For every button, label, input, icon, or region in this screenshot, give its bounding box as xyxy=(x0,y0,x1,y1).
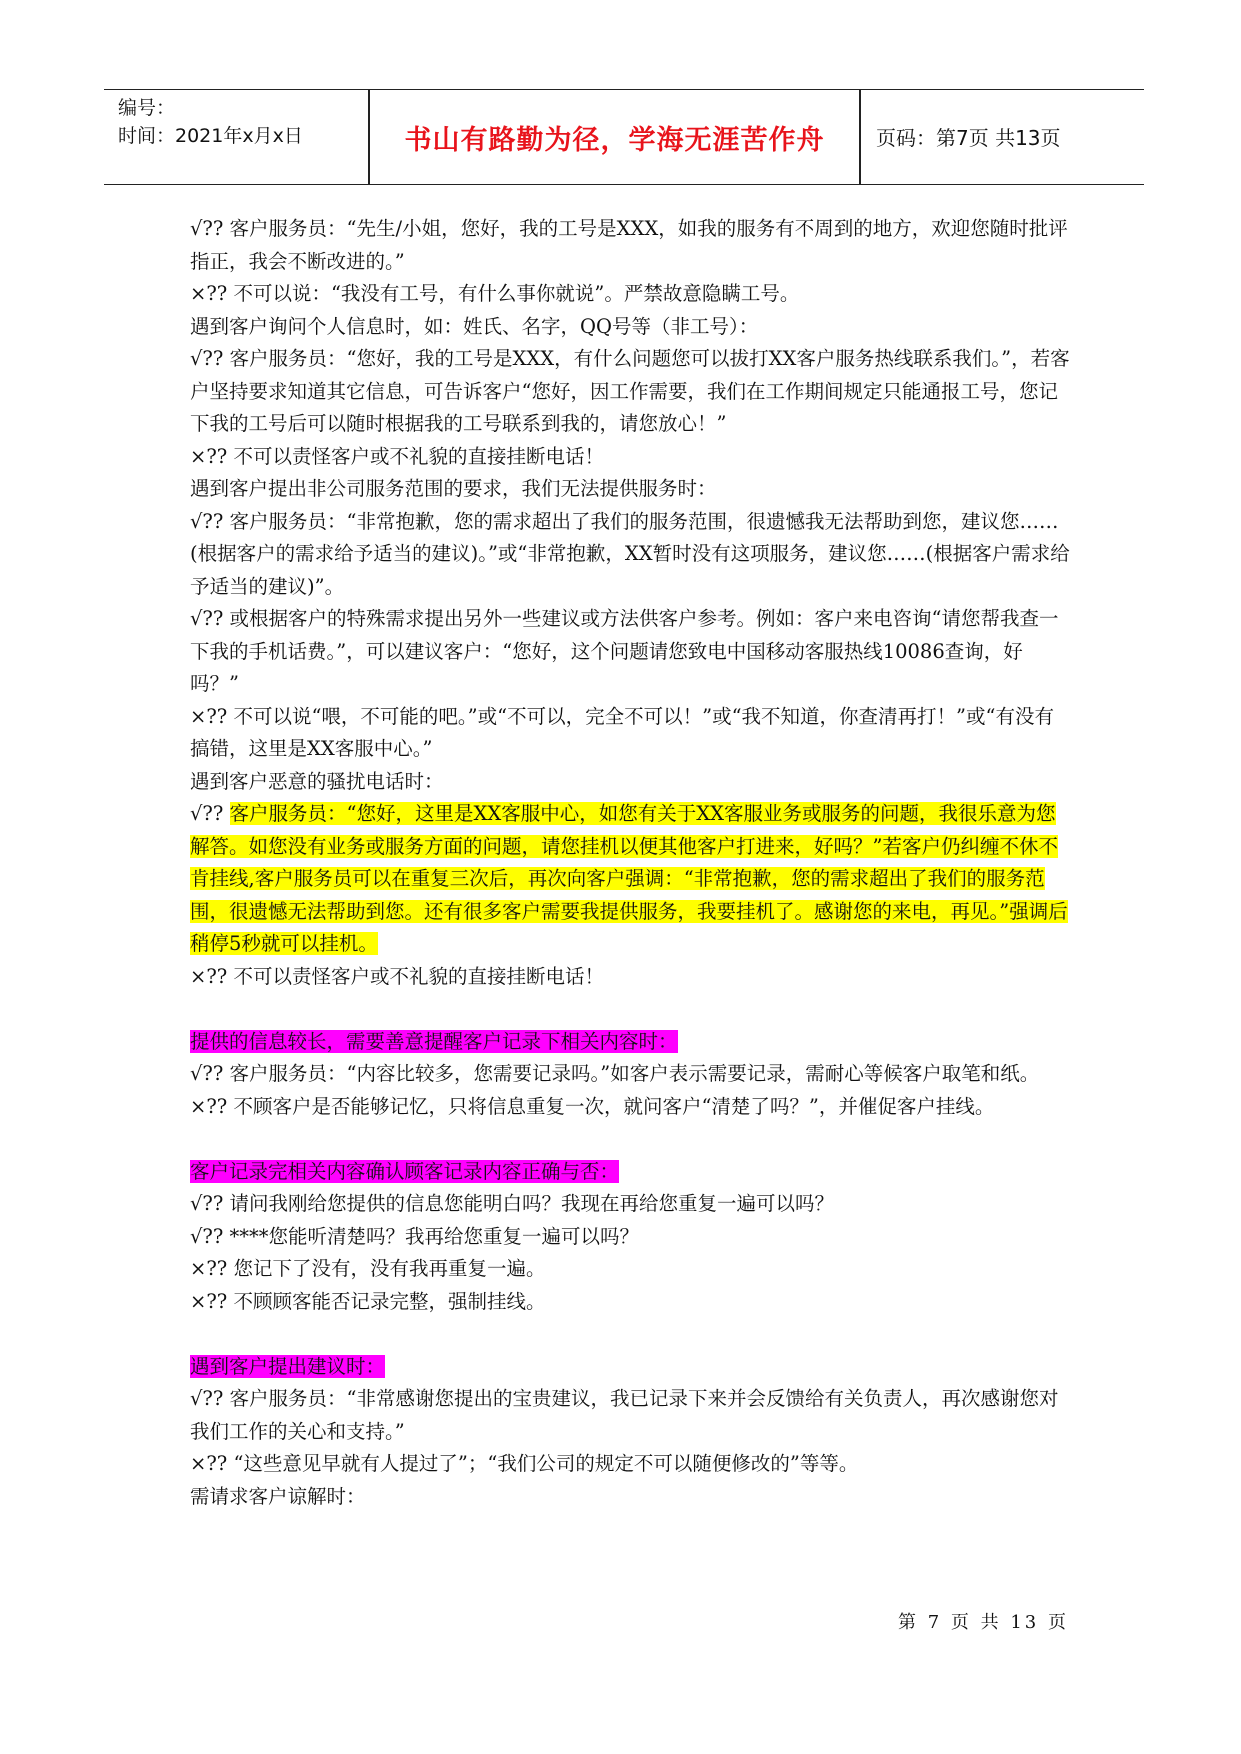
page-header xyxy=(104,89,1144,185)
header-divider xyxy=(859,90,861,184)
paragraph: ×?? 不可以说“喂，不可能的吧。”或“不可以，完全不可以！”或“我不知道，你查清再打！”或“有没有搞错，这里是XX客服中心。” xyxy=(190,704,1054,760)
paragraph: ×?? 不可以责怪客户或不礼貌的直接挂断电话！ xyxy=(190,444,604,468)
yellow-highlight: 客户服务员：“您好，这里是XX客服中心，如您有关于XX客服业务或服务的问题，我很乐意为您解答。如您没有业务或服务方面的问题，请您挂机以便其他客户打进来，好吗？”若客户仍纠缠不休不肯挂线,客户服务员可以在重复三次后，再次向客户强调：“非常抱歉，您的需求超出了我们的服务范围，很遗憾无法帮助到您。还有很多客户需要我提供服务，我要挂机了。感谢您的来电，再见。”强调后稍停5秒就可以挂机。 xyxy=(190,802,1068,955)
section-heading xyxy=(190,1156,1070,1189)
highlighted-paragraph xyxy=(190,798,1070,961)
paragraph: ×?? 您记下了没有，没有我再重复一遍。 xyxy=(190,1257,546,1280)
paragraph: √?? 客户服务员：“内容比较多，您需要记录吗。”如客户表示需要记录，需耐心等候客户取笔和纸。 xyxy=(190,1062,1040,1085)
paragraph: 遇到客户提出非公司服务范围的要求，我们无法提供服务时： xyxy=(190,477,717,500)
magenta-highlight: 遇到客户提出建议时： xyxy=(190,1354,386,1378)
paragraph: 遇到客户询问个人信息时，如：姓氏、名字，QQ号等（非工号）： xyxy=(190,314,759,338)
magenta-highlight: 客户记录完相关内容确认顾客记录内容正确与否： xyxy=(190,1159,620,1183)
paragraph: ×?? 不顾客户是否能够记忆，只将信息重复一次，就问客户“清楚了吗？”，并催促客户挂线。 xyxy=(190,1094,995,1118)
paragraph: ×?? 不可以说：“我没有工号，有什么事你就说”。严禁故意隐瞒工号。 xyxy=(190,282,800,305)
paragraph-prefix: √?? xyxy=(190,802,230,825)
paragraph: √?? 客户服务员：“您好，我的工号是XXX，有什么问题您可以拔打XX客户服务热线联系我们。”，若客户坚持要求知道其它信息，可告诉客户“您好，因工作需要，我们在工作期间规定只能通报工号，您记下我的工号后可以随时根据我的工号联系到我的，请您放心！” xyxy=(190,347,1070,435)
number-label: 编号： xyxy=(118,97,176,119)
paragraph: 遇到客户恶意的骚扰电话时： xyxy=(190,769,444,793)
page-footer: 第 7 页 共 13 页 xyxy=(898,1612,1069,1633)
header-motto: 书山有路勤为径，学海无涯苦作舟 xyxy=(404,125,825,156)
section-heading xyxy=(190,1351,1070,1384)
paragraph: √?? ****您能听清楚吗？我再给您重复一遍可以吗？ xyxy=(190,1224,640,1248)
section-heading xyxy=(190,1026,1070,1059)
paragraph: ×?? 不可以责怪客户或不礼貌的直接挂断电话！ xyxy=(190,964,604,988)
header-left-cell xyxy=(118,94,368,150)
paragraph: √?? 客户服务员：“先生/小姐，您好，我的工号是XXX，如我的服务有不周到的地方，欢迎您随时批评指正，我会不断改进的。” xyxy=(190,217,1068,273)
document-body xyxy=(190,213,1070,1513)
time-label: 时间：2021年x月x日 xyxy=(118,125,303,147)
paragraph: ×?? “这些意见早就有人提过了”；“我们公司的规定不可以随便修改的”等等。 xyxy=(190,1452,859,1475)
paragraph: √?? 或根据客户的特殊需求提出另外一些建议或方法供客户参考。例如：客户来电咨询“请您帮我查一下我的手机话费。”，可以建议客户：“您好，这个问题请您致电中国移动客服热线10086查询，好吗？” xyxy=(190,607,1059,695)
header-page-label: 页码：第7页 共13页 xyxy=(876,126,1061,150)
magenta-highlight: 提供的信息较长，需要善意提醒客户记录下相关内容时： xyxy=(190,1029,678,1053)
paragraph: 需请求客户谅解时： xyxy=(190,1484,366,1508)
paragraph: √?? 客户服务员：“非常抱歉，您的需求超出了我们的服务范围，很遗憾我无法帮助到您，建议您……(根据客户的需求给予适当的建议)。”或“非常抱歉，XX暂时没有这项服务，建议您……(根据客户需求给予适当的建议)”。 xyxy=(190,509,1070,598)
paragraph: √?? 客户服务员：“非常感谢您提出的宝贵建议，我已记录下来并会反馈给有关负责人，再次感谢您对我们工作的关心和支持。” xyxy=(190,1387,1059,1443)
paragraph: √?? 请问我刚给您提供的信息您能明白吗？我现在再给您重复一遍可以吗？ xyxy=(190,1192,835,1215)
paragraph: ×?? 不顾顾客能否记录完整，强制挂线。 xyxy=(190,1289,546,1313)
